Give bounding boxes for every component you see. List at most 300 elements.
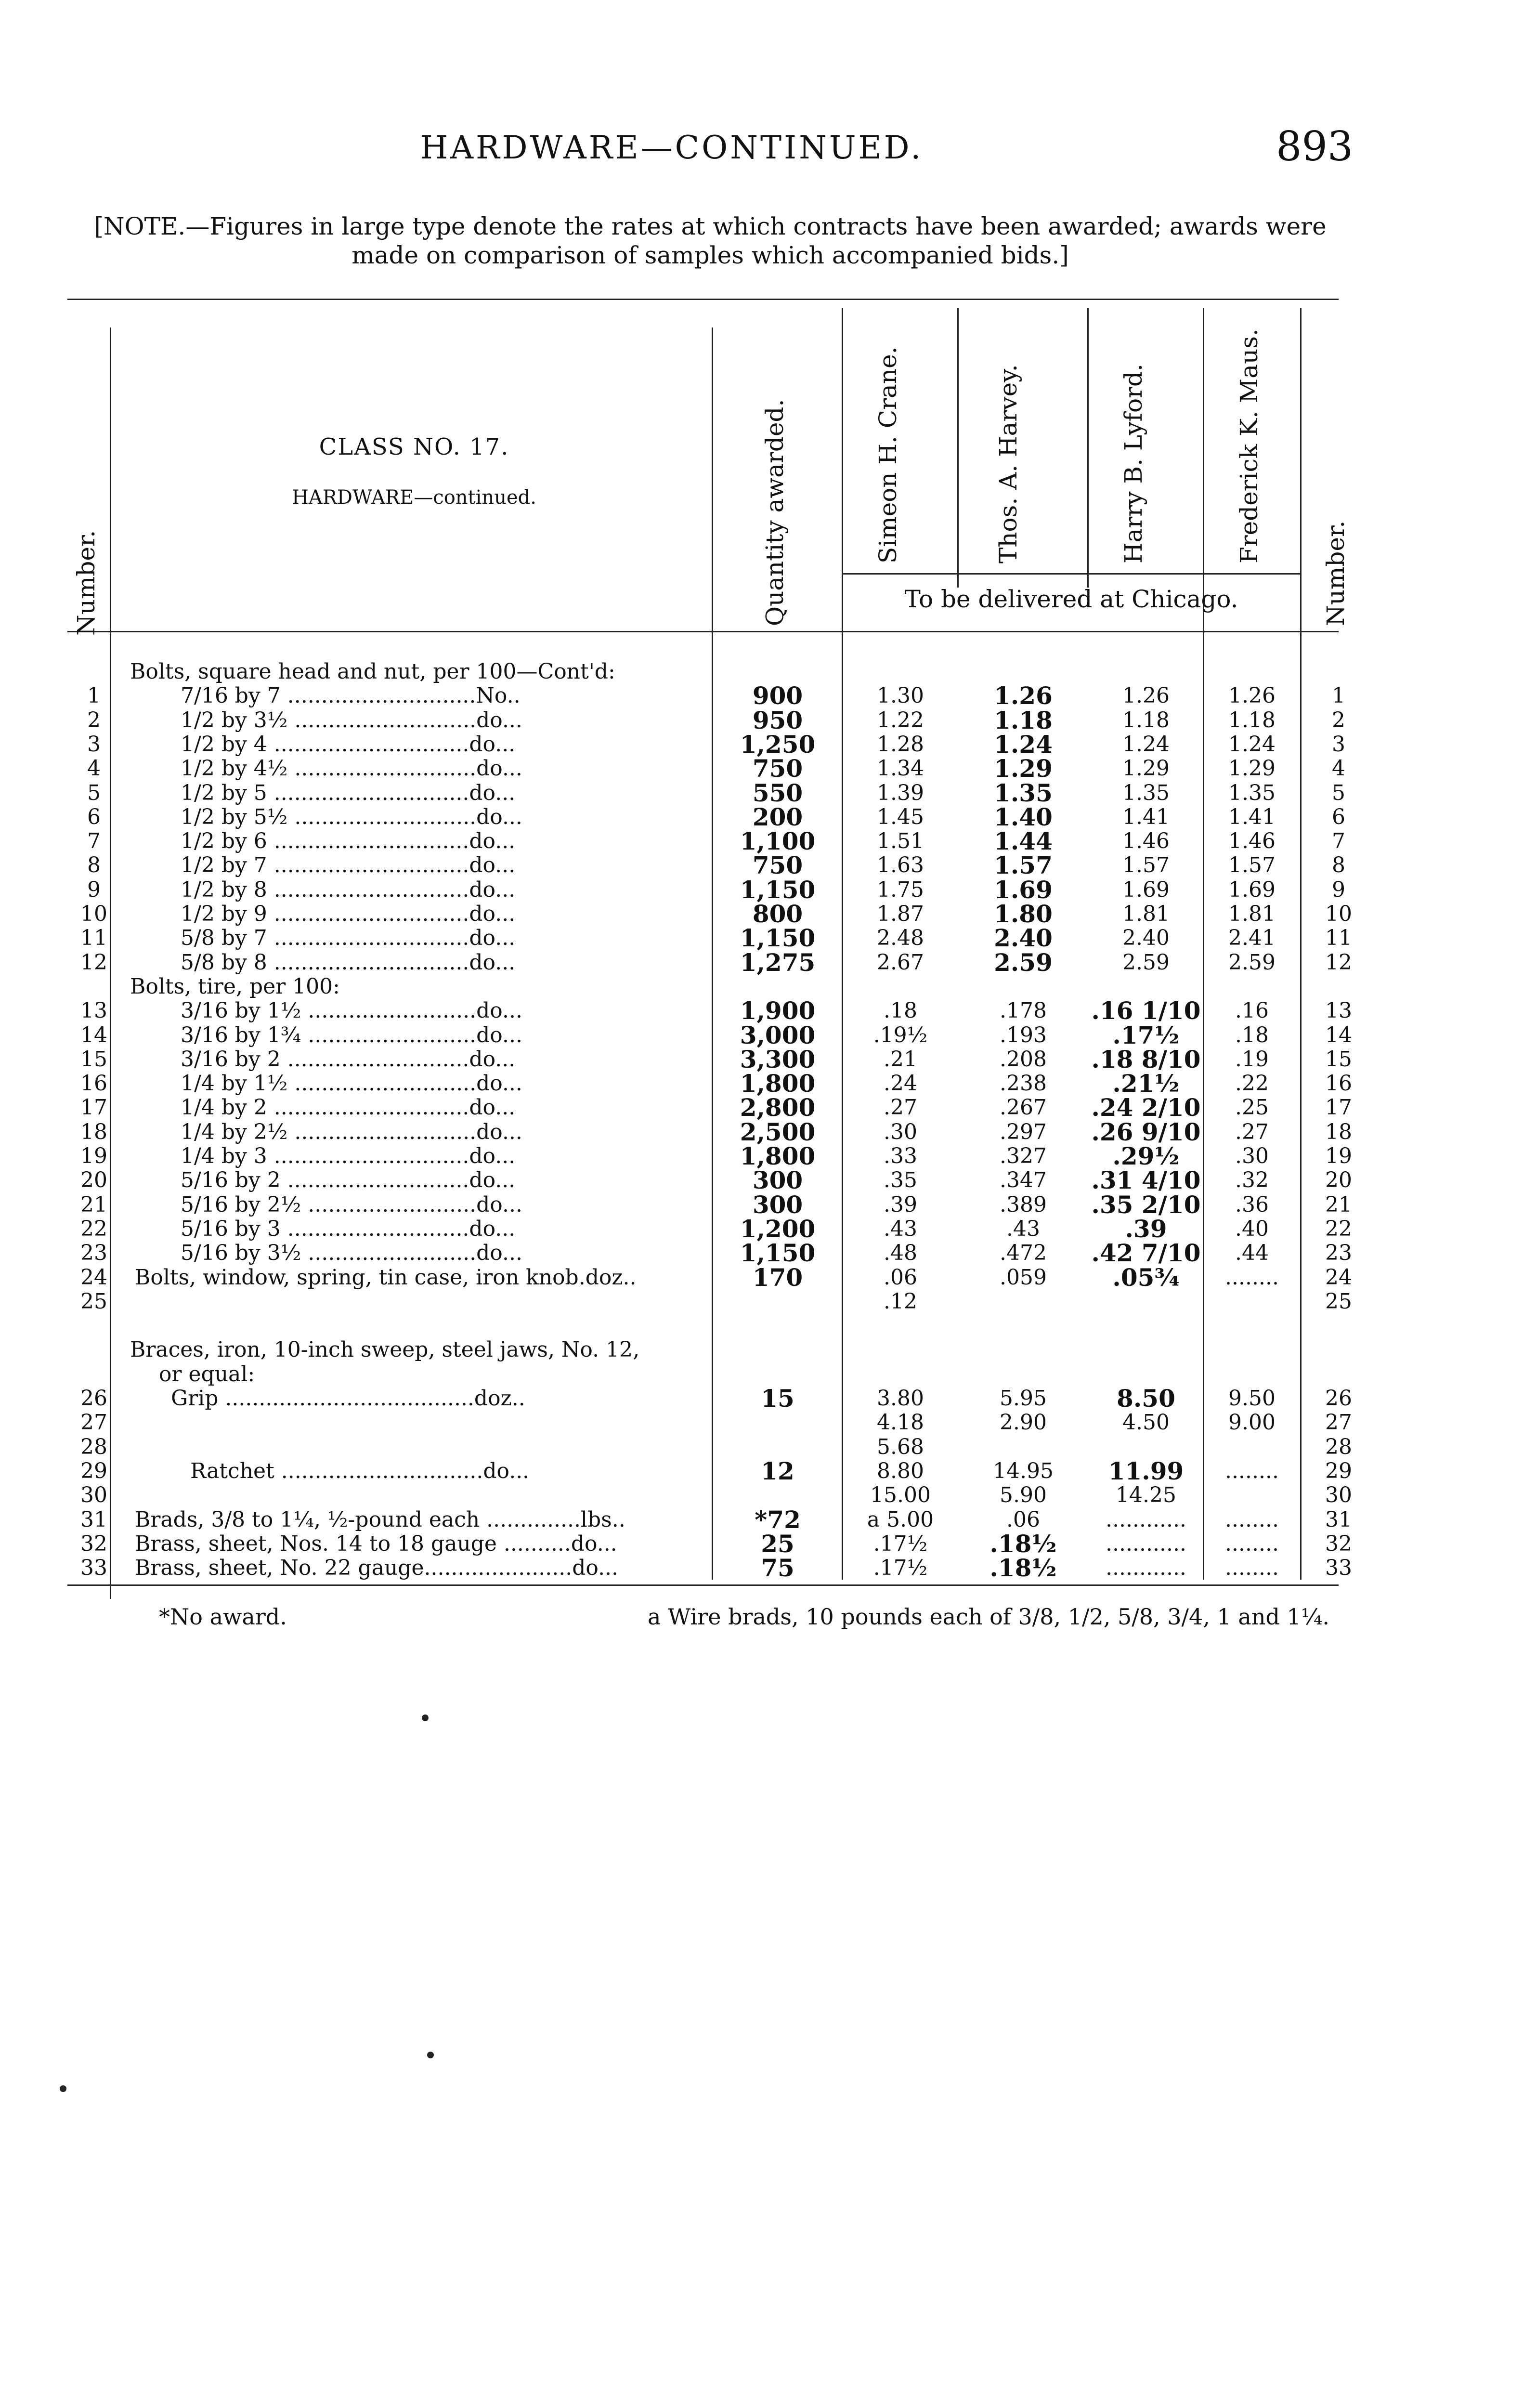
table-row [0,1214,1523,1243]
print-speck [422,1714,429,1721]
bid-lyford: .24 2/10 [1091,1093,1201,1122]
bid-crane: 1.51 [877,829,924,854]
row-number-right: 5 [1332,780,1345,805]
row-number-right: 10 [1325,902,1352,926]
quantity-header: Quantity awarded. [761,399,789,626]
bid-lyford: 1.35 [1122,780,1170,805]
bid-crane: 1.87 [877,902,924,926]
table-row [0,902,1523,926]
bid-lyford: 1.18 [1122,707,1170,733]
bid-maus: ........ [1225,1556,1279,1581]
bid-crane: .21 [884,1047,917,1072]
table-section-heading [0,1362,1523,1387]
bid-lyford: .31 4/10 [1091,1166,1201,1195]
row-number-left: 30 [80,1483,107,1508]
table-row [0,1529,1523,1558]
bid-crane: .18 [884,998,917,1023]
row-number-right: 8 [1332,853,1345,878]
bid-maus: 1.57 [1228,853,1276,878]
table-row [0,1144,1523,1168]
row-number-left: 13 [80,998,107,1023]
bid-maus: 1.26 [1228,683,1276,708]
table-top-rule [67,299,1339,300]
row-number-left: 23 [80,1241,107,1266]
row-number-right: 7 [1332,829,1345,854]
bid-harvey: .178 [1000,998,1047,1023]
quantity-awarded: 3,000 [740,1021,816,1049]
bid-lyford: .21½ [1112,1069,1180,1098]
bid-harvey: .43 [1006,1216,1040,1241]
bid-crane: 2.48 [877,926,924,951]
bid-crane: .17½ [873,1556,928,1581]
bid-harvey: .297 [1000,1119,1047,1144]
table-row [0,681,1523,710]
bid-crane: a 5.00 [867,1507,934,1532]
quantity-awarded: *72 [755,1505,801,1534]
row-number-left: 26 [80,1386,107,1411]
item-description: 5/16 by 3½ .........................do... [181,1241,522,1266]
section-heading-text: Braces, iron, 10-inch sweep, steel jaws, No. 12, [130,1338,640,1362]
item-description: 5/8 by 8 .............................do... [181,950,516,975]
bid-harvey: .389 [1000,1192,1047,1217]
bid-crane: 3.80 [877,1386,924,1411]
bid-crane: .24 [884,1071,917,1096]
item-description: 5/16 by 2 ...........................do... [181,1168,516,1193]
print-speck [427,2052,434,2058]
row-number-left: 20 [80,1168,107,1193]
row-number-right: 23 [1325,1241,1352,1266]
table-row [0,1435,1523,1459]
bid-lyford: .42 7/10 [1091,1239,1201,1268]
item-description: Grip .....................................doz.. [171,1387,525,1411]
bid-maus: 1.69 [1228,877,1276,902]
item-description: 1/4 by 2½ ...........................do... [181,1120,522,1144]
quantity-awarded: 3,300 [740,1045,816,1073]
bid-maus: .40 [1235,1216,1269,1241]
bidder2-column-divider [957,308,959,588]
item-description: 7/16 by 7 ............................No.. [181,684,521,708]
bid-harvey: 5.95 [1000,1386,1047,1411]
item-description: 1/2 by 3½ ...........................do... [181,708,522,733]
quantity-awarded: 900 [752,681,803,710]
row-number-right: 18 [1325,1119,1352,1144]
bid-harvey: .238 [1000,1071,1047,1096]
bid-lyford: 1.41 [1122,804,1170,829]
quantity-awarded: 2,500 [740,1117,816,1146]
table-bottom-rule [67,1584,1339,1586]
quantity-awarded: 300 [752,1190,803,1219]
quantity-awarded: 550 [752,778,803,807]
bid-crane: .17½ [873,1531,928,1556]
row-number-right: 6 [1332,804,1345,829]
bid-lyford: 4.50 [1122,1410,1170,1435]
bid-crane: .12 [884,1289,917,1314]
bid-maus: .27 [1235,1119,1269,1144]
item-description: 3/16 by 1¾ .........................do... [181,1023,522,1047]
row-number-left: 6 [87,804,101,829]
bid-maus: 1.29 [1228,756,1276,781]
item-description: 1/4 by 3 .............................do... [181,1144,516,1168]
item-description: 5/16 by 3 ...........................do... [181,1217,516,1241]
bid-maus: ........ [1225,1531,1279,1556]
bid-crane: 1.63 [877,853,924,878]
table-section-heading [0,660,1523,684]
bid-harvey: 1.40 [994,802,1053,831]
quantity-awarded: 170 [752,1263,803,1292]
bid-maus: .30 [1235,1144,1269,1168]
item-description: 1/2 by 5½ ...........................do... [181,805,522,829]
row-number-right: 13 [1325,998,1352,1023]
row-number-left: 14 [80,1022,107,1047]
row-number-left: 11 [80,926,107,951]
row-number-left: 8 [87,853,101,878]
row-number-right: 11 [1325,926,1352,951]
bid-maus: 2.59 [1228,950,1276,975]
bid-harvey: .193 [1000,1022,1047,1047]
row-number-right: 32 [1325,1531,1352,1556]
bid-harvey: 1.57 [994,851,1053,880]
table-row [0,1505,1523,1534]
row-number-right: 4 [1332,756,1345,781]
bid-harvey: .18½ [989,1529,1057,1558]
row-number-left: 12 [80,950,107,975]
number-header-right: Number. [1322,520,1350,626]
table-row [0,754,1523,783]
quantity-awarded: 25 [761,1529,794,1558]
bid-lyford: 1.46 [1122,829,1170,854]
table-row [0,778,1523,807]
section-heading-text: or equal: [159,1362,255,1387]
row-number-left: 21 [80,1192,107,1217]
bid-crane: .30 [884,1119,917,1144]
row-number-right: 15 [1325,1047,1352,1072]
bid-lyford: 14.25 [1116,1483,1176,1508]
bid-harvey: 2.40 [994,924,1053,953]
bid-maus: .25 [1235,1095,1269,1120]
quantity-awarded: 750 [752,754,803,783]
bid-lyford: ............ [1106,1556,1186,1581]
bid-crane: 8.80 [877,1458,924,1483]
bid-crane: 15.00 [870,1483,931,1508]
bid-maus: .16 [1235,998,1269,1023]
table-row [0,1069,1523,1098]
item-description: Bolts, window, spring, tin case, iron knob.doz.. [135,1265,637,1290]
row-number-right: 20 [1325,1168,1352,1193]
quantity-awarded: 1,200 [740,1214,816,1243]
row-number-right: 31 [1325,1507,1352,1532]
row-number-right: 33 [1325,1556,1352,1581]
bid-crane: 2.67 [877,950,924,975]
bid-harvey: .347 [1000,1168,1047,1193]
bid-crane: .06 [884,1265,917,1290]
quantity-awarded: 1,900 [740,996,816,1025]
row-number-right: 27 [1325,1410,1352,1435]
row-number-left: 33 [80,1556,107,1581]
item-description: Brass, sheet, No. 22 gauge......................do... [135,1556,619,1581]
bid-maus: .19 [1235,1047,1269,1072]
bid-lyford: 1.24 [1122,732,1170,757]
row-number-right: 17 [1325,1095,1352,1120]
bid-harvey: .208 [1000,1047,1047,1072]
quantity-awarded: 1,100 [740,827,816,856]
quantity-awarded: 950 [752,706,803,734]
item-description: 1/2 by 8 .............................do... [181,877,516,902]
bid-lyford: .17½ [1112,1021,1180,1049]
bid-maus: .32 [1235,1168,1269,1193]
delivery-rule [843,573,1300,575]
bid-crane: 1.34 [877,756,924,781]
row-number-right: 16 [1325,1071,1352,1096]
bid-crane: 4.18 [877,1410,924,1435]
item-description: 3/16 by 2 ...........................do... [181,1047,516,1072]
table-row [0,1047,1523,1072]
bid-lyford: 2.59 [1122,950,1170,975]
bid-harvey: 1.24 [994,730,1053,759]
table-row [0,875,1523,904]
bid-lyford: .29½ [1112,1142,1180,1170]
row-number-left: 10 [80,902,107,926]
item-description: 1/2 by 7 .............................do... [181,853,516,878]
bid-crane: .27 [884,1095,917,1120]
bid-harvey: 1.18 [994,706,1053,734]
quantity-awarded: 75 [761,1554,794,1583]
bid-crane: .48 [884,1241,917,1266]
bid-harvey: 1.26 [994,681,1053,710]
footnote-wire-brads: a Wire brads, 10 pounds each of 3/8, 1/2, 5/8, 3/4, 1 and 1¼. [648,1604,1330,1630]
bidder-maus: Frederick K. Maus. [1235,328,1263,563]
bid-lyford: 1.29 [1122,756,1170,781]
row-number-right: 19 [1325,1144,1352,1168]
row-number-left: 28 [80,1434,107,1459]
table-row [0,827,1523,856]
quantity-awarded: 750 [752,851,803,880]
table-row [0,1166,1523,1195]
bid-harvey: .06 [1006,1507,1040,1532]
row-number-left: 18 [80,1119,107,1144]
item-description: Brads, 3/8 to 1¼, ½-pound each ..............lbs.. [135,1507,625,1532]
bid-maus: ........ [1225,1458,1279,1483]
quantity-awarded: 1,250 [740,730,816,759]
section-heading-text: Bolts, tire, per 100: [130,974,340,999]
row-number-right: 1 [1332,683,1345,708]
bid-lyford: .26 9/10 [1091,1117,1201,1146]
bid-lyford: .16 1/10 [1091,996,1201,1025]
bid-maus: 1.18 [1228,707,1276,733]
bid-crane: .19½ [873,1022,928,1047]
table-row [0,1554,1523,1583]
bidder-harvey: Thos. A. Harvey. [994,364,1022,563]
quantity-awarded: 1,800 [740,1069,816,1098]
table-row [0,948,1523,977]
row-number-right: 14 [1325,1022,1352,1047]
row-number-right: 30 [1325,1483,1352,1508]
row-number-right: 2 [1332,707,1345,733]
bid-maus: .18 [1235,1022,1269,1047]
bid-lyford: .39 [1125,1214,1167,1243]
bid-crane: 1.30 [877,683,924,708]
table-row [0,1314,1523,1338]
table-row [0,1411,1523,1435]
bid-lyford: ............ [1106,1531,1186,1556]
row-number-right: 25 [1325,1289,1352,1314]
row-number-left: 29 [80,1458,107,1483]
row-number-left: 24 [80,1265,107,1290]
row-number-left: 17 [80,1095,107,1120]
table-row [0,924,1523,953]
bid-lyford: ............ [1106,1507,1186,1532]
bid-harvey: 1.29 [994,754,1053,783]
item-description: 1/2 by 4½ ...........................do... [181,757,522,781]
row-number-left: 1 [87,683,101,708]
bidder3-column-divider [1087,308,1089,588]
quantity-awarded: 12 [761,1456,794,1485]
quantity-awarded: 2,800 [740,1093,816,1122]
table-row [0,1117,1523,1146]
table-row [0,802,1523,831]
table-row [0,1456,1523,1485]
bid-lyford: .18 8/10 [1091,1045,1201,1073]
page-title: HARDWARE—CONTINUED. [420,129,924,166]
quantity-awarded: 1,275 [740,948,816,977]
table-row [0,708,1523,733]
quantity-awarded: 800 [752,900,803,928]
row-number-left: 25 [80,1289,107,1314]
bid-crane: 1.75 [877,877,924,902]
item-description: Ratchet ..............................do... [190,1459,530,1483]
row-number-left: 22 [80,1216,107,1241]
table-row [0,730,1523,759]
bid-crane: .43 [884,1216,917,1241]
item-description: 1/2 by 9 .............................do... [181,902,516,926]
bid-crane: 5.68 [877,1434,924,1459]
row-number-right: 29 [1325,1458,1352,1483]
row-number-right: 26 [1325,1386,1352,1411]
item-description: 1/2 by 5 .............................do... [181,781,516,805]
table-section-heading [0,1338,1523,1362]
bid-maus: 9.50 [1228,1386,1276,1411]
section-heading-text: Bolts, square head and nut, per 100—Cont'd: [130,660,615,684]
row-number-left: 16 [80,1071,107,1096]
bid-maus: .36 [1235,1192,1269,1217]
row-number-left: 15 [80,1047,107,1072]
table-row [0,1384,1523,1413]
bid-crane: 1.22 [877,707,924,733]
bid-harvey: 1.80 [994,900,1053,928]
table-row [0,1483,1523,1507]
class-title: CLASS NO. 17. [319,433,509,460]
bid-harvey: .059 [1000,1265,1047,1290]
item-description: 3/16 by 1½ .........................do... [181,999,522,1023]
bidder-crane: Simeon H. Crane. [874,346,902,563]
page-number: 893 [1276,123,1354,170]
bid-lyford: 2.40 [1122,926,1170,951]
bid-harvey: .267 [1000,1095,1047,1120]
row-number-left: 31 [80,1507,107,1532]
item-description: 1/4 by 2 .............................do... [181,1096,516,1120]
quantity-awarded: 1,150 [740,875,816,904]
quantity-awarded: 200 [752,802,803,831]
row-number-left: 19 [80,1144,107,1168]
bid-crane: 1.45 [877,804,924,829]
quantity-awarded: 1,150 [740,924,816,953]
bid-maus: 1.41 [1228,804,1276,829]
bid-harvey: 5.90 [1000,1483,1047,1508]
item-description: 5/16 by 2½ .........................do... [181,1192,522,1217]
bid-maus: ........ [1225,1507,1279,1532]
bid-harvey: 2.90 [1000,1410,1047,1435]
bid-maus: 1.35 [1228,780,1276,805]
bid-harvey: 1.69 [994,875,1053,904]
bid-lyford: .35 2/10 [1091,1190,1201,1219]
row-number-right: 24 [1325,1265,1352,1290]
item-description: 5/8 by 7 .............................do... [181,926,516,951]
row-number-right: 22 [1325,1216,1352,1241]
table-section-heading [0,975,1523,999]
bid-harvey: 1.35 [994,778,1053,807]
bidder-lyford: Harry B. Lyford. [1119,364,1147,563]
item-description: Brass, sheet, Nos. 14 to 18 gauge ..........do... [135,1531,617,1556]
quantity-awarded: 300 [752,1166,803,1195]
row-number-left: 3 [87,732,101,757]
bid-crane: 1.39 [877,780,924,805]
number-header-left: Number. [72,530,100,636]
quantity-awarded: 1,800 [740,1142,816,1170]
row-number-left: 27 [80,1410,107,1435]
header-bottom-rule [67,631,1339,632]
table-row [0,996,1523,1025]
table-row [0,1239,1523,1268]
row-number-right: 12 [1325,950,1352,975]
bid-crane: .39 [884,1192,917,1217]
bid-lyford: 11.99 [1108,1456,1184,1485]
row-number-right: 3 [1332,732,1345,757]
row-number-left: 5 [87,780,101,805]
bid-crane: .35 [884,1168,917,1193]
table-row [0,1263,1523,1292]
table-row [0,1290,1523,1314]
item-description: 1/2 by 6 .............................do... [181,829,516,854]
row-number-left: 4 [87,756,101,781]
row-number-left: 7 [87,829,101,854]
bid-maus: 1.46 [1228,829,1276,854]
bid-harvey: .18½ [989,1554,1057,1583]
table-row [0,1023,1523,1047]
bid-maus: .44 [1235,1241,1269,1266]
award-note: [NOTE.—Figures in large type denote the rates at which contracts have been awarded; awards were made on comparison of samples which accompanied bids.] [94,212,1327,269]
bid-harvey: .472 [1000,1241,1047,1266]
footnote-no-award: *No award. [159,1604,287,1630]
bid-harvey: 2.59 [994,948,1053,977]
quantity-awarded: 15 [761,1384,794,1413]
row-number-left: 9 [87,877,101,902]
class-subtitle: HARDWARE—continued. [292,486,536,509]
row-number-right: 28 [1325,1434,1352,1459]
bid-harvey: 1.44 [994,827,1053,856]
row-number-left: 32 [80,1531,107,1556]
table-row [0,1190,1523,1219]
item-description: 1/2 by 4 .............................do... [181,732,516,757]
row-number-left: 2 [87,707,101,733]
bid-maus: ........ [1225,1265,1279,1290]
bid-harvey: 14.95 [993,1458,1054,1483]
bid-lyford: 1.26 [1122,683,1170,708]
bid-lyford: 1.81 [1122,902,1170,926]
bid-maus: 9.00 [1228,1410,1276,1435]
bid-harvey: .327 [1000,1144,1047,1168]
bid-lyford: 8.50 [1117,1384,1175,1413]
bid-maus: 2.41 [1228,926,1276,951]
quantity-awarded: 1,150 [740,1239,816,1268]
